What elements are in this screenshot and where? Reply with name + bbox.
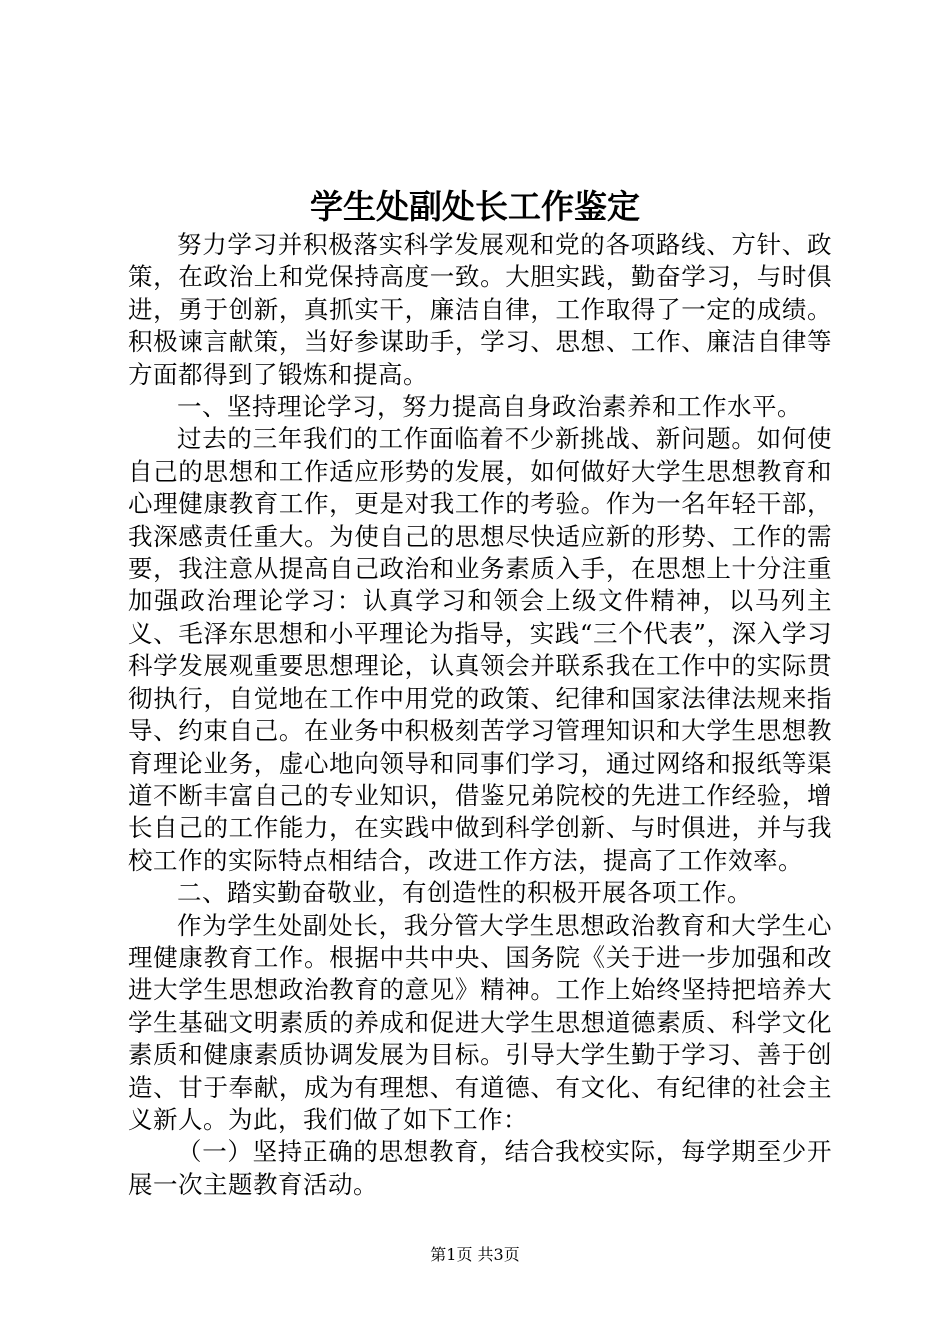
subheading-item-1: （一）坚持正确的思想教育，结合我校实际，每学期至少开展一次主题教育活动。 [128,1137,832,1199]
paragraph-intro: 努力学习并积极落实科学发展观和党的各项路线、方针、政策，在政治上和党保持高度一致。大胆实践，勤奋学习，与时俱进，勇于创新，真抓实干，廉洁自律，工作取得了一定的成绩。积极谏言献策，当好参谋助手，学习、思想、工作、廉洁自律等方面都得到了锻炼和提高。 [128,230,832,389]
paragraph-section-1: 过去的三年我们的工作面临着不少新挑战、新问题。如何使自己的思想和工作适应形势的发展，如何做好大学生思想教育和心理健康教育工作，更是对我工作的考验。作为一名年轻干部，我深感责任重大。为使自己的思想尽快适应新的形势、工作的需要，我注意从提高自己政治和业务素质入手，在思想上十分注重加强政治理论学习：认真学习和领会上级文件精神，以马列主义、毛泽东思想和小平理论为指导，实践“三个代表”，深入学习科学发展观重要思想理论，认真领会并联系我在工作中的实际贯彻执行，自觉地在工作中用党的政策、纪律和国家法律法规来指导、约束自己。在业务中积极刻苦学习管理知识和大学生思想教育理论业务，虚心地向领导和同事们学习，通过网络和报纸等渠道不断丰富自己的专业知识，借鉴兄弟院校的先进工作经验，增长自己的工作能力，在实践中做到科学创新、与时俱进，并与我校工作的实际特点相结合，改进工作方法，提高了工作效率。 [128,424,832,875]
document-body [128,229,832,1201]
heading-section-1: 一、坚持理论学习，努力提高自身政治素养和工作水平。 [177,392,802,422]
heading-section-2: 二、踏实勤奋敬业，有创造性的积极开展各项工作。 [177,878,752,908]
document-title: 学生处副处长工作鉴定 [310,187,640,226]
page-footer: 第1页 共3页 [430,1245,520,1264]
paragraph-section-2: 作为学生处副处长，我分管大学生思想政治教育和大学生心理健康教育工作。根据中共中央、国务院《关于进一步加强和改进大学生思想政治教育的意见》精神。工作上始终坚持把培养大学生基础文明素质的养成和促进大学生思想道德素质、科学文化素质和健康素质协调发展为目标。引导大学生勤于学习、善于创造、甘于奉献，成为有理想、有道德、有文化、有纪律的社会主义新人。为此，我们做了如下工作： [128,910,832,1134]
